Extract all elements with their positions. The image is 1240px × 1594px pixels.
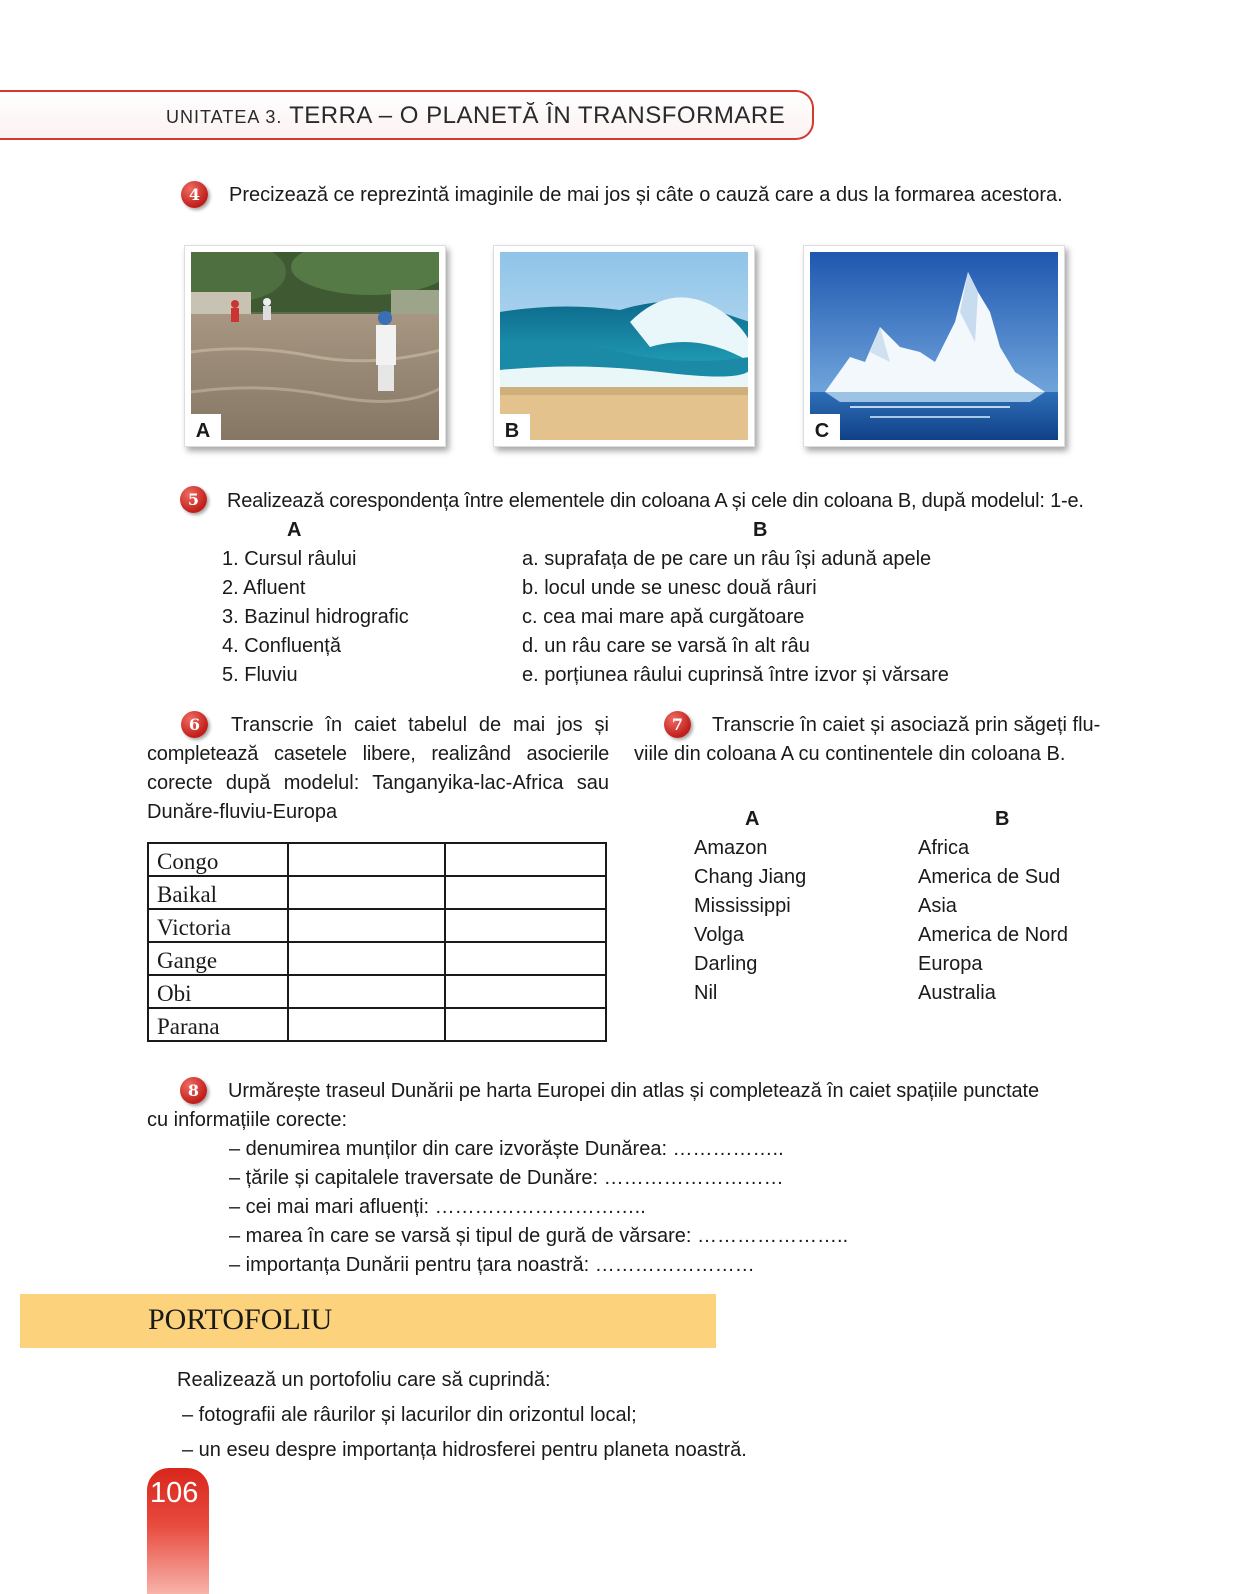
continent-item: America de Sud (918, 866, 1061, 888)
table-row (148, 876, 606, 909)
table-cell: Obi (148, 975, 288, 1008)
exercise-7-line: viile din coloana A cu continentele din coloana B. (634, 743, 1066, 765)
fill-in-item: – cei mai mari afluenți: ………………………….. (229, 1196, 646, 1218)
unit-title: TERRA – O PLANETĂ ÎN TRANSFORMARE (289, 102, 786, 129)
table-cell: Parana (148, 1008, 288, 1041)
fill-in-item: – țările și capitalele traversate de Dunăre: ……………………… (229, 1167, 784, 1189)
table-cell-empty (445, 876, 606, 909)
exercise-5-text: Realizează corespondența între elementele din coloana A și cele din coloana B, după modelul: 1-e. (227, 490, 1084, 512)
table-cell-empty (288, 843, 445, 876)
table-row (148, 909, 606, 942)
table-cell: Congo (148, 843, 288, 876)
table-cell-empty (288, 942, 445, 975)
association-table (147, 842, 607, 1042)
continent-item: Australia (918, 982, 996, 1004)
portofoliu-item: – fotografii ale râurilor și lacurilor din orizontul local; (182, 1404, 637, 1426)
iceberg-image (810, 252, 1058, 440)
table-cell: Victoria (148, 909, 288, 942)
photo-wave (493, 245, 755, 447)
ex5-column-a-heading: A (287, 519, 302, 541)
photo-label-a: A (191, 414, 221, 440)
table-cell-empty (445, 909, 606, 942)
table-row (148, 843, 606, 876)
ex7-column-a-heading: A (745, 808, 760, 830)
exercise-6-badge: 6 (181, 711, 208, 738)
exercise-5-badge: 5 (180, 486, 207, 513)
ex5-column-b (522, 545, 949, 690)
ex5-b-item: c. cea mai mare apă curgătoare (522, 606, 805, 628)
portofoliu-banner (20, 1294, 716, 1348)
river-item: Volga (694, 924, 745, 946)
ex5-a-item: 1. Cursul râului (222, 548, 357, 570)
photo-label-c: C (810, 414, 840, 440)
portofoliu-title: PORTOFOLIU (148, 1303, 333, 1336)
exercise-6-line: Transcrie în caiet tabelul de mai jos și (231, 714, 609, 736)
table-row (148, 942, 606, 975)
ex5-a-item: 5. Fluviu (222, 664, 298, 686)
unit-header (166, 102, 785, 130)
continent-item: America de Nord (918, 924, 1069, 946)
ex5-a-item: 3. Bazinul hidrografic (222, 606, 409, 628)
table-cell-empty (288, 876, 445, 909)
photo-flood (184, 245, 446, 447)
ex7-column-b-heading: B (995, 808, 1010, 830)
exercise-7-badge: 7 (664, 711, 691, 738)
page-number: 106 (150, 1477, 199, 1509)
ex5-column-a (222, 545, 409, 690)
exercise-8-line: cu informațiile corecte: (147, 1109, 348, 1131)
continent-item: Europa (918, 953, 983, 975)
ex5-b-item: e. porțiunea râului cuprinsă între izvor și vărsare (522, 664, 949, 686)
exercise-6-line: corecte după modelul: Tanganyika-lac-Africa sau (147, 772, 609, 794)
table-cell-empty (288, 1008, 445, 1041)
river-item: Mississippi (694, 895, 791, 917)
ex8-items (229, 1135, 848, 1280)
continent-item: Asia (918, 895, 957, 917)
exercise-8-line: Urmărește traseul Dunării pe harta Europei din atlas și completează în caiet spațiile punctate (228, 1080, 1040, 1102)
ex5-b-item: d. un râu care se varsă în alt râu (522, 635, 810, 657)
exercise-6-line: completează casetele libere, realizând asocierile (147, 743, 609, 765)
table-cell: Baikal (148, 876, 288, 909)
table-cell: Gange (148, 942, 288, 975)
fill-in-item: – denumirea munților din care izvorăște Dunărea: …………….. (229, 1138, 784, 1160)
river-item: Nil (694, 982, 718, 1004)
portofoliu-intro: Realizează un portofoliu care să cuprindă: (177, 1369, 551, 1391)
exercise-6-line: Dunăre-fluviu-Europa (147, 801, 338, 823)
table-cell-empty (288, 975, 445, 1008)
table-cell-empty (288, 909, 445, 942)
table-cell-empty (445, 1008, 606, 1041)
photo-label-b: B (500, 414, 530, 440)
exercise-4-badge: 4 (181, 181, 208, 208)
table-cell-empty (445, 843, 606, 876)
ex5-b-item: b. locul unde se unesc două râuri (522, 577, 817, 599)
table-cell-empty (445, 942, 606, 975)
fill-in-item: – importanța Dunării pentru țara noastră: …………………… (229, 1254, 755, 1276)
ex7-column-a (694, 834, 806, 1008)
river-item: Darling (694, 953, 758, 975)
portofoliu-item: – un eseu despre importanța hidrosferei pentru planeta noastră. (182, 1439, 747, 1461)
photo-iceberg (803, 245, 1065, 447)
table-cell-empty (445, 975, 606, 1008)
fill-in-item: – marea în care se varsă și tipul de gură de vărsare: ………………….. (229, 1225, 849, 1247)
ex5-b-item: a. suprafața de pe care un râu își adună apele (522, 548, 932, 570)
ex5-a-item: 2. Afluent (222, 577, 306, 599)
ex5-column-b-heading: B (753, 519, 768, 541)
exercise-7-line: Transcrie în caiet și asociază prin săgeți flu- (712, 714, 1101, 736)
table-row (148, 1008, 606, 1041)
wave-image (500, 252, 748, 440)
river-item: Chang Jiang (694, 866, 807, 888)
exercise-8-badge: 8 (180, 1077, 207, 1104)
flood-image (191, 252, 439, 440)
table-row (148, 975, 606, 1008)
exercise-4-text: Precizează ce reprezintă imaginile de mai jos și câte o cauză care a dus la formarea acestora. (229, 184, 1063, 206)
ex7-column-b (918, 834, 1068, 1008)
ex5-a-item: 4. Confluență (222, 635, 341, 657)
continent-item: Africa (918, 837, 970, 859)
river-item: Amazon (694, 837, 768, 859)
unit-label: UNITATEA 3. (166, 107, 283, 127)
